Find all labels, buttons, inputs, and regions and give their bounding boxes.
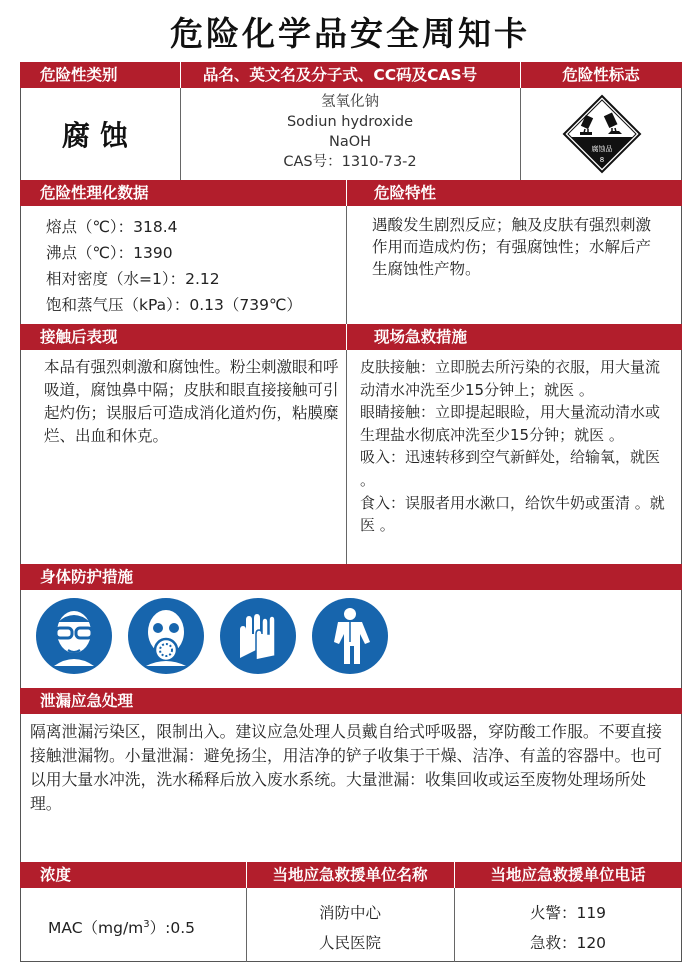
protection-header: 身体防护措施	[20, 564, 682, 590]
chemical-formula: NaOH	[328, 134, 372, 150]
boiling-point: 沸点（℃）：1390	[46, 244, 173, 262]
spill-text: 隔离泄漏污染区，限制出入。建议应急处理人员戴自给式呼吸器，穿防酸工作服。不要直接接触泄漏物。小量泄漏：避免扬尘，用洁净的铲子收集于干燥、洁净、有盖的容器中。也可以用大量水冲洗，洗水稀释后放入废水系统。大量泄漏：收集回收或运至废物处理场所处理。	[30, 722, 662, 813]
unit-phone-header: 当地应急救援单位电话	[454, 862, 682, 888]
fire-phone: 火警：119	[529, 904, 607, 922]
first-aid-measures	[360, 356, 674, 537]
hazard-props-text: 遇酸发生剧烈反应；触及皮肤有强烈刺激作用而造成灼伤；有强腐蚀性；水解后产生腐蚀性产物。	[372, 216, 652, 278]
hazard-props-header: 危险特性	[346, 180, 682, 206]
protective-suit-icon	[312, 598, 388, 674]
fire-center: 消防中心	[318, 904, 381, 922]
sign-class: 8	[599, 156, 605, 164]
first-aid-eye: 眼睛接触：立即提起眼睑，用大量流动清水或生理盐水彻底冲洗至少15分钟；就医 。	[360, 403, 661, 444]
product-name-block	[180, 92, 520, 172]
peoples-hospital: 人民医院	[318, 934, 381, 952]
first-aid-header: 现场急救措施	[346, 324, 682, 350]
hazard-sign-header: 危险性标志	[520, 62, 682, 88]
mac-value: $MAC(mg/m^3):0.5$	[48, 919, 196, 938]
emergency-phone: 急救：120	[529, 934, 607, 952]
cas-number: CAS号：1310-73-2	[283, 154, 417, 170]
chemical-name-en: Sodiun hydroxide	[286, 114, 414, 130]
safety-goggles-icon	[36, 598, 112, 674]
physchem-header: 危险性理化数据	[20, 180, 346, 206]
sign-label: 腐蚀品	[591, 145, 613, 153]
exposure-text: 本品有强烈刺激和腐蚀性。粉尘刺激眼和呼吸道，腐蚀鼻中隔；皮肤和眼直接接触可引起灼伤；误服后可造成消化道灼伤，粘膜糜烂、出血和休克。	[44, 358, 339, 445]
chemical-name-cn: 氢氧化钠	[321, 94, 379, 110]
spill-header: 泄漏应急处理	[20, 688, 682, 714]
exposure-header: 接触后表现	[20, 324, 346, 350]
gas-mask-icon	[128, 598, 204, 674]
concentration-header: 浓度	[20, 862, 246, 888]
page-title: 危险化学品安全周知卡	[170, 14, 530, 53]
first-aid-inhalation: 吸入：迅速转移到空气新鲜处，给输氧，就医 。	[360, 448, 661, 489]
vapor-pressure: 饱和蒸气压（kPa）：0.13（739℃）	[46, 296, 302, 314]
relative-density: 相对密度（水=1）：2.12	[46, 270, 220, 288]
protective-gloves-icon	[220, 598, 296, 674]
first-aid-skin: 皮肤接触：立即脱去所污染的衣服，用大量流动清水冲洗至少15分钟上；就医 。	[360, 358, 661, 399]
ppe-icon-row	[36, 598, 388, 674]
hazard-class-value: 腐蚀	[61, 119, 138, 152]
melting-point: 熔点（℃）：318.4	[46, 218, 178, 236]
rescue-phones	[454, 898, 682, 958]
rescue-units	[246, 898, 454, 958]
corrosive-hazard-sign	[562, 94, 642, 174]
product-name-header: 品名、英文名及分子式、CC码及CAS号	[160, 62, 520, 88]
hazard-class-header: 危险性类别	[20, 62, 160, 88]
unit-name-header: 当地应急救援单位名称	[246, 862, 454, 888]
first-aid-ingestion: 食入：误服者用水漱口，给饮牛奶或蛋清 。就医 。	[360, 493, 665, 535]
physchem-data	[46, 214, 346, 318]
